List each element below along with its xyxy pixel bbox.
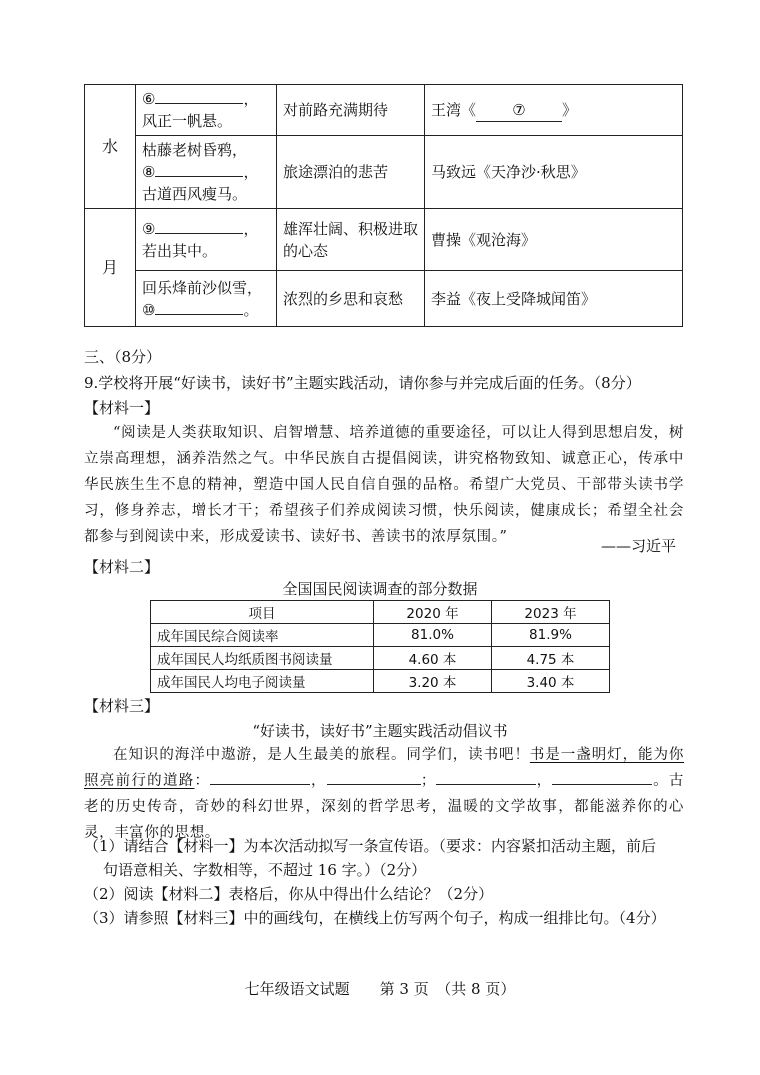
table-row: 成年国民综合阅读率 81.0% 81.9% — [151, 624, 610, 647]
poem-cell: 枯藤老树昏鸦， ⑧ ， 古道西风瘦马。 — [136, 136, 277, 209]
material-1-text: “阅读是人类获取知识、启智增慧、培养道德的重要途径，可以让人得到思想启发，树立崇高理想，涵养浩然之气。中华民族自古提倡阅读，讲究格物致知、诚意正心，传承中华民族生生不息的精神，塑造中国人民自信自强的品格。希望广大党员、干部带头读书学习，修身养志，增长才干；希望孩子们养成阅读习惯，快乐阅读，健康成长；希望全社会都参与到阅读中来，形成爱读书、读好书、善读书的浓厚氛围。” — [84, 425, 684, 545]
underlined-sentence: 书是一盏明灯，能为你照亮前行的道路 — [84, 747, 684, 789]
feeling-cell: 对前路充满期待 — [277, 85, 425, 136]
task-1-line-2: 句语意相关、字数相等，不超过 16 字。）（2分） — [103, 861, 427, 879]
task-2: （2）阅读【材料二】表格后，你从中得出什么结论？（2分） — [84, 885, 494, 903]
answer-blank-6[interactable] — [155, 89, 243, 104]
question-9: 9.学校将开展“好读书，读好书”主题实践活动，请你参与并完成后面的任务。（8分） — [84, 374, 641, 392]
answer-blank-8[interactable] — [155, 162, 243, 177]
category-moon: 月 — [85, 209, 136, 327]
poetry-table — [84, 84, 683, 327]
section-heading: 三、（8分） — [84, 348, 162, 366]
answer-blank[interactable] — [436, 769, 536, 785]
survey-header: 项目 — [151, 601, 374, 624]
category-water: 水 — [85, 85, 136, 209]
poem-cell: ⑨ ， 若出其中。 — [136, 209, 277, 271]
poem-cell: ⑥ ， 风正一帆悬。 — [136, 85, 277, 136]
survey-title: 全国国民阅读调查的部分数据 — [282, 580, 478, 598]
task-3: （3）请参照【材料三】中的画线句，在横线上仿写两个句子，构成一组排比句。（4分） — [84, 909, 666, 927]
answer-blank[interactable] — [552, 769, 652, 785]
answer-blank[interactable] — [327, 769, 421, 785]
answer-blank-7[interactable]: ⑦ — [476, 99, 562, 122]
answer-blank-9[interactable] — [155, 219, 243, 234]
survey-header: 2020 年 — [374, 601, 492, 624]
task-1-line-1: （1）请结合【材料一】为本次活动拟写一条宣传语。（要求：内容紧扣活动主题，前后 — [84, 837, 657, 855]
answer-blank[interactable] — [210, 769, 310, 785]
material-1-author: ——习近平 — [601, 537, 677, 555]
survey-header: 2023 年 — [492, 601, 610, 624]
table-row: 成年国民人均纸质图书阅读量 4.60 本 4.75 本 — [151, 647, 610, 670]
table-row: 成年国民人均电子阅读量 3.20 本 3.40 本 — [151, 670, 610, 693]
source-cell: 王湾《 ⑦ 》 — [425, 85, 683, 136]
source-cell: 李益《夜上受降城闻笛》 — [425, 271, 683, 327]
answer-blank-10[interactable] — [155, 300, 243, 315]
material-3-label: 【材料三】 — [84, 697, 160, 715]
source-cell: 马致远《天净沙·秋思》 — [425, 136, 683, 209]
proposal-title: “好读书，读好书”主题实践活动倡议书 — [252, 722, 508, 740]
page-footer: 七年级语文试题 第 3 页 （共 8 页） — [244, 980, 516, 998]
poem-cell: 回乐烽前沙似雪， ⑩ 。 — [136, 271, 277, 327]
feeling-cell: 雄浑壮阔、积极进取 的心态 — [277, 209, 425, 271]
source-cell: 曹操《观沧海》 — [425, 209, 683, 271]
feeling-cell: 浓烈的乡思和哀愁 — [277, 271, 425, 327]
proposal-paragraph: 在知识的海洋中遨游，是人生最美的旅程。同学们，读书吧！书是一盏明灯，能为你照亮前行的道路： ， ； ， 。古老的历史传奇，奇妙的科幻世界，深刻的哲学思考，温暖的文学故事，都能滋养你的心灵，丰富你的思想。 — [84, 747, 684, 841]
survey-table — [150, 600, 610, 693]
material-2-label: 【材料二】 — [84, 558, 160, 576]
feeling-cell: 旅途漂泊的悲苦 — [277, 136, 425, 209]
material-1-label: 【材料一】 — [84, 399, 160, 417]
